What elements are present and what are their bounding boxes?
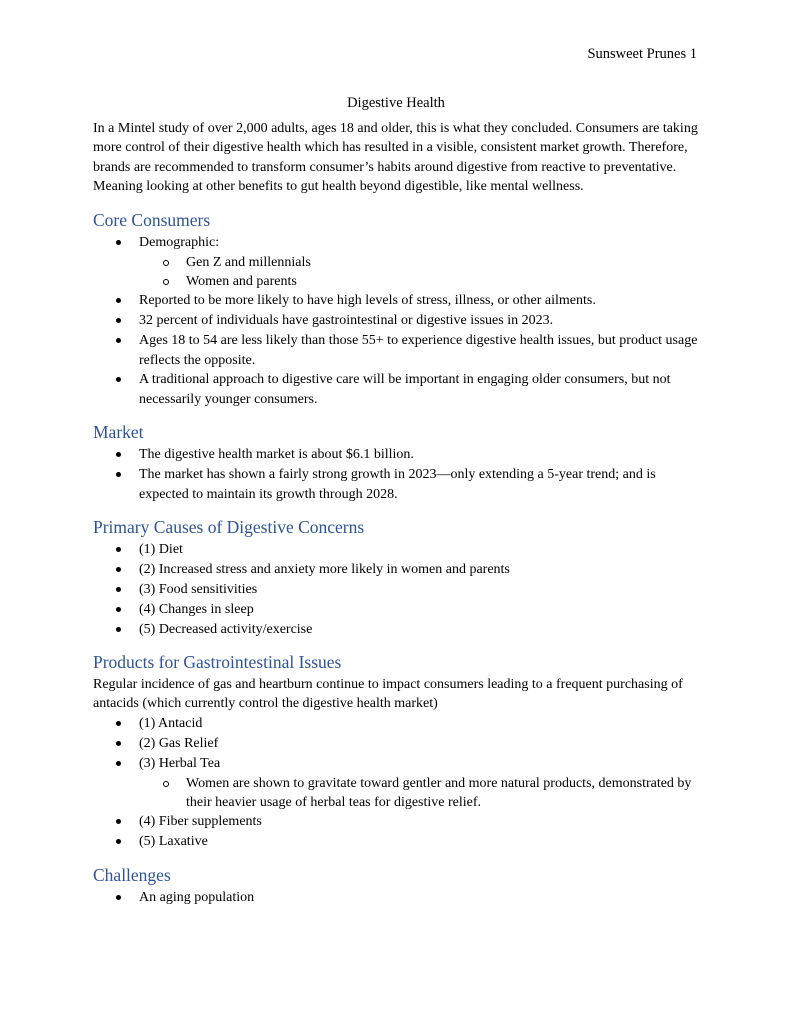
list-item: The digestive health market is about $6.1 billion. [93, 445, 699, 464]
products-paragraph: Regular incidence of gas and heartburn continue to impact consumers leading to a frequent purchasing of antacids (which currently control the digestive health market) [93, 677, 683, 712]
list-item: (3) Food sensitivities [93, 580, 699, 599]
products-list [93, 714, 699, 852]
challenges-list [93, 888, 699, 907]
list-item: Reported to be more likely to have high levels of stress, illness, or other ailments. [93, 291, 699, 310]
list-item: (3) Herbal Tea [93, 754, 699, 773]
running-head: Sunsweet Prunes 1 [587, 46, 697, 62]
causes-list [93, 540, 699, 639]
list-item: (1) Diet [93, 540, 699, 559]
list-item: (1) Antacid [93, 714, 699, 733]
sub-list-item: Gen Z and millennials [93, 253, 699, 272]
section-heading-core-consumers: Core Consumers [93, 209, 211, 230]
list-item: An aging population [93, 888, 699, 907]
sub-list-item: Women and parents [93, 272, 699, 291]
list-item: Demographic: [93, 233, 699, 252]
section-heading-market: Market [93, 422, 144, 443]
list-item: (2) Increased stress and anxiety more likely in women and parents [93, 560, 699, 579]
market-list [93, 445, 699, 504]
list-item: 32 percent of individuals have gastrointestinal or digestive issues in 2023. [93, 311, 699, 330]
section-heading-causes: Primary Causes of Digestive Concerns [93, 517, 365, 537]
list-item: (4) Changes in sleep [93, 600, 699, 619]
list-item: (5) Laxative [93, 832, 699, 851]
document-title: Digestive Health [347, 95, 445, 111]
list-item: The market has shown a fairly strong growth in 2023—only extending a 5-year trend; and is expected to maintain its growth through 2028. [93, 465, 699, 504]
core-consumers-list [93, 233, 699, 410]
list-item: (5) Decreased activity/exercise [93, 620, 699, 639]
section-heading-challenges: Challenges [93, 864, 171, 885]
list-item: A traditional approach to digestive care will be important in engaging older consumers, but not necessarily younger consumers. [93, 370, 699, 409]
list-item: (4) Fiber supplements [93, 812, 699, 831]
document-body [93, 93, 699, 908]
list-item: (2) Gas Relief [93, 734, 699, 753]
sub-list-item: Women are shown to gravitate toward gentler and more natural products, demonstrated by their heavier usage of herbal teas for digestive relief. [93, 774, 699, 813]
section-heading-products: Products for Gastrointestinal Issues [93, 652, 342, 673]
intro-paragraph: In a Mintel study of over 2,000 adults, ages 18 and older, this is what they concluded. Consumers are taking more control of their digestive health which has resulted in a visible, consistent market growth. Therefore, brands are recommended to transform consumer’s habits around digestive from reactive to preventative. Meaning looking at other benefits to gut health beyond digestible, like mental wellness. [93, 121, 698, 195]
list-item: Ages 18 to 54 are less likely than those 55+ to experience digestive health issues, but product usage reflects the opposite. [93, 331, 699, 370]
